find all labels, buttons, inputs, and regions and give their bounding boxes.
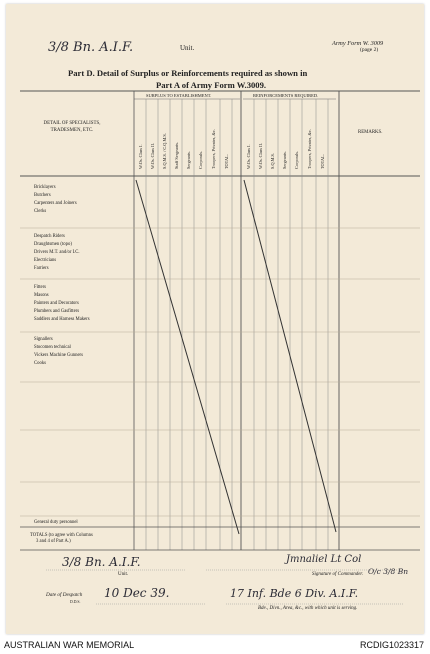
commander-signature: Jmnaliel Lt Col xyxy=(286,554,362,565)
despatch-label: Date of Despatch xyxy=(46,592,83,598)
form-title-line1: Part D. Detail of Surplus or Reinforcements required as shown in xyxy=(68,68,308,78)
row-label: Vickers Machine Gunners xyxy=(34,353,83,358)
form-reference: Army Form W. 3009 xyxy=(332,40,384,47)
form-page: (page 2) xyxy=(360,47,379,53)
row-label: Draughtsmen (topo) xyxy=(34,242,72,247)
archive-name: AUSTRALIAN WAR MEMORIAL xyxy=(4,640,135,650)
despatch-date: 10 Dec 39. xyxy=(104,586,170,600)
row-label: Drivers M.T. and/or I.C. xyxy=(34,250,80,255)
row-label: Clerks xyxy=(34,209,47,214)
row-label: Carpenters and Joiners xyxy=(34,201,77,206)
form-sheet xyxy=(6,4,424,634)
form-title-line2: Part A of Army Form W.3009. xyxy=(156,80,267,90)
reinforcement-column-header: W.Os. Class I. xyxy=(246,144,251,169)
surplus-column-header: Troopers, Privates, &c. xyxy=(211,129,216,169)
formation-handwritten: 17 Inf. Bde 6 Div. A.I.F. xyxy=(230,587,359,600)
row-label: Electricians xyxy=(34,258,57,263)
reinforcement-column-header: Corporals. xyxy=(294,150,299,169)
row-label: Stocomen technical xyxy=(34,345,71,350)
row-label: Signallers xyxy=(34,337,53,342)
unit-handwritten: 3/8 Bn. A.I.F. xyxy=(48,40,134,55)
formation-label: Bde., Divn., Area, &c., with which unit is serving. xyxy=(258,606,358,611)
detail-header: DETAIL OF SPECIALISTS, TRADESMEN, ETC. xyxy=(43,121,101,133)
row-label: Butchers xyxy=(34,193,51,198)
reinforcements-header: REINFORCEMENTS REQUIRED. xyxy=(253,93,319,98)
surplus-column-header: Corporals. xyxy=(198,150,203,169)
row-label: Fitters xyxy=(34,285,46,290)
totals-label-line2: 3 and 4 of Part A.) xyxy=(36,539,71,544)
archive-footer xyxy=(0,636,430,654)
archive-id: RCDIG1023317 xyxy=(359,640,424,650)
totals-label-line1: TOTALS (to agree with Columns xyxy=(30,533,93,538)
surplus-column-header: W.Os. Class I. xyxy=(138,144,143,169)
row-label: Painters and Decorators xyxy=(34,301,79,306)
unit-label-bottom: Unit. xyxy=(118,572,129,577)
reinforcement-column-header: Troopers, Privates, &c. xyxy=(307,129,312,169)
row-label: Plumbers and Gasfitters xyxy=(34,309,80,314)
unit-handwritten-bottom: 3/8 Bn. A.I.F. xyxy=(62,555,141,569)
general-duty-label: General duty personnel xyxy=(34,520,78,525)
row-label: Saddlers and Harness Makers xyxy=(34,317,90,322)
surplus-column-header: Sergeants. xyxy=(186,151,191,169)
row-label: Cooks xyxy=(34,361,46,366)
reinforcement-column-header: TOTAL. xyxy=(320,154,325,169)
commander-sub: O/c 3/8 Bn xyxy=(368,567,409,576)
row-label: Despatch Riders xyxy=(34,234,65,239)
row-label: Bricklayers xyxy=(34,185,56,190)
row-label: Masons xyxy=(34,293,49,298)
despatch-sub: D.D.S. xyxy=(70,600,81,604)
unit-label: Unit. xyxy=(180,44,195,52)
reinforcement-column-header: S.Q.M.S. xyxy=(270,152,275,169)
remarks-header: REMARKS. xyxy=(358,130,383,135)
reinforcement-column-header: Sergeants. xyxy=(282,151,287,169)
surplus-header: SURPLUS TO ESTABLISHMENT. xyxy=(146,93,212,98)
reinforcement-column-header: W.Os. Class II. xyxy=(258,143,263,169)
row-label: Farriers xyxy=(34,266,49,271)
commander-label: Signature of Commander. xyxy=(312,572,364,577)
surplus-column-header: S.Q.M.S. / C.Q.M.S. xyxy=(162,133,167,169)
surplus-column-header: W.Os. Class II. xyxy=(150,143,155,169)
surplus-column-header: Staff Sergeants. xyxy=(174,141,179,169)
surplus-column-header: TOTAL. xyxy=(224,154,229,169)
